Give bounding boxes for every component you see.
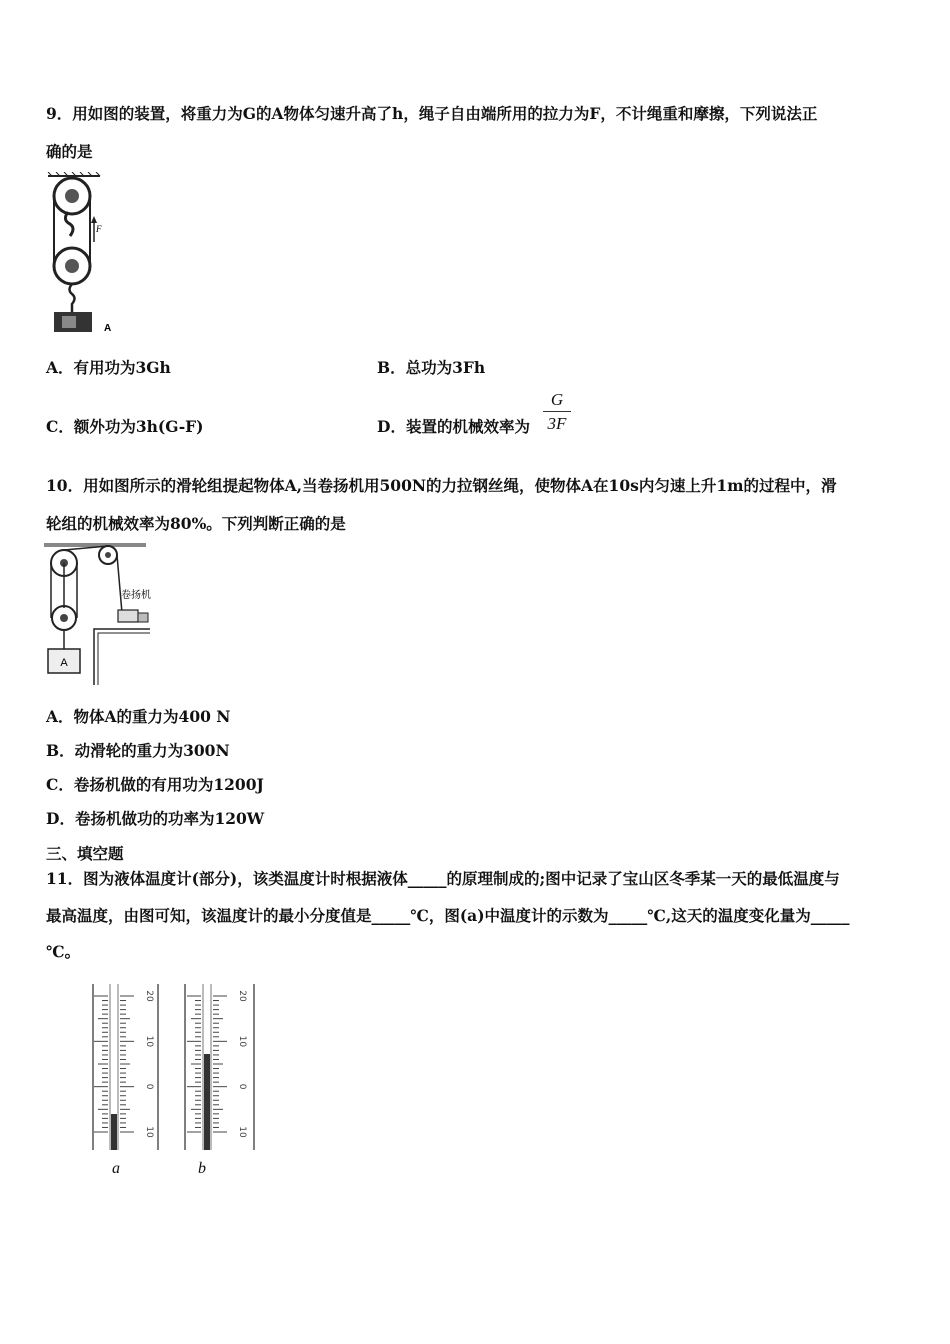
q9-pulley-figure: [44, 172, 124, 340]
thermometer-a-caption: a: [112, 1160, 120, 1177]
q10-option-a[interactable]: A．物体A的重力为400 N: [46, 707, 231, 726]
q10-fig-label-winch: 卷扬机: [121, 590, 151, 601]
scale-tick-label: 10: [144, 1126, 154, 1138]
section-title: 三、填空题: [46, 844, 124, 863]
scale-tick-label: 10: [237, 1126, 247, 1138]
q9-option-c[interactable]: C．额外功为3h(G-F): [46, 417, 204, 436]
q9-efficiency-fraction: [543, 390, 571, 434]
scale-tick-label: 20: [237, 990, 247, 1002]
fraction-numerator: G: [543, 390, 571, 412]
thermometer-b-caption: b: [198, 1160, 206, 1177]
scale-tick-label: 20: [144, 990, 154, 1002]
q9-option-d[interactable]: D．装置的机械效率为: [377, 417, 530, 436]
q9-fig-label-a: A: [104, 323, 112, 334]
q9-fig-label-f: F: [96, 224, 102, 234]
thermometer-b: [180, 982, 258, 1154]
q11-stem-line1: 11．图为液体温度计(部分)，该类温度计时根据液体_____的原理制成的;图中记录了宝山区冬季某一天的最低温度与: [46, 869, 840, 888]
q10-stem-line1: 10．用如图所示的滑轮组提起物体A,当卷扬机用500N的力拉钢丝绳，使物体A在10s内匀速上升1m的过程中，滑: [46, 476, 837, 495]
scale-tick-label: 10: [237, 1035, 247, 1048]
scale-tick-label: 0: [237, 1083, 247, 1090]
q10-stem-line2: 轮组的机械效率为80%。下列判断正确的是: [46, 514, 346, 533]
q10-fig-label-a: A: [60, 657, 68, 669]
q9-option-a[interactable]: A．有用功为3Gh: [46, 358, 171, 377]
thermometer-a: [90, 982, 162, 1154]
q10-option-d[interactable]: D．卷扬机做功的功率为120W: [46, 809, 265, 828]
q10-option-b[interactable]: B．动滑轮的重力为300N: [46, 741, 230, 760]
fraction-denominator: 3F: [547, 414, 567, 433]
q9-stem-line2: 确的是: [46, 142, 93, 161]
q10-option-c[interactable]: C．卷扬机做的有用功为1200J: [46, 775, 264, 794]
q10-winch-figure: [44, 543, 154, 688]
q11-stem-line2: 最高温度，由图可知，该温度计的最小分度值是_____℃，图(a)中温度计的示数为_____℃,这天的温度变化量为_____: [46, 906, 850, 925]
q9-stem-line1: 9．用如图的装置，将重力为G的A物体匀速升高了h，绳子自由端所用的拉力为F，不计绳重和摩擦，下列说法正: [46, 104, 818, 123]
scale-tick-label: 10: [144, 1035, 154, 1048]
q11-stem-line3: ℃。: [46, 942, 81, 961]
q9-option-b[interactable]: B．总功为3Fh: [377, 358, 486, 377]
scale-tick-label: 0: [144, 1083, 154, 1090]
